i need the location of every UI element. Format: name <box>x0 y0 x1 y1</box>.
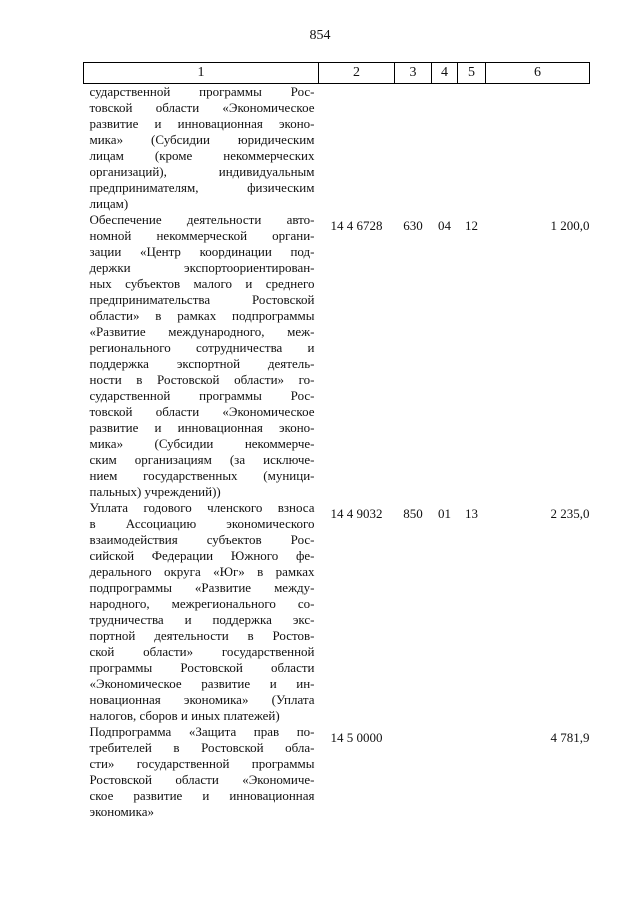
description-line: Обеспечение деятельности авто- <box>89 212 315 227</box>
description-line: держки экспортоориентирован- <box>89 260 315 275</box>
row-description <box>84 724 319 820</box>
row-description <box>84 212 319 500</box>
description-line: Ростовской области «Экономиче- <box>89 772 315 787</box>
row-expense-type: 630 <box>403 218 423 233</box>
description-line: программы Ростовской области <box>89 660 315 675</box>
description-line: народного, межрегионального со- <box>89 596 315 611</box>
description-line: нием государственных (муници- <box>89 468 315 483</box>
description-line: развитие и инновационная эконо- <box>89 420 315 435</box>
description-line: Уплата годового членского взноса <box>89 500 315 515</box>
description-line: развитие и инновационная эконо- <box>89 116 315 131</box>
description-line: ское развитие и инновационная <box>89 788 315 803</box>
description-line: предпринимательства Ростовской <box>89 292 315 307</box>
description-line: экономика» <box>89 804 155 819</box>
row-amount: 4 781,9 <box>550 730 590 745</box>
row-subsection <box>458 84 486 213</box>
description-line: сийской Федерации Южного фе- <box>89 548 315 563</box>
description-line: портной деятельности в Ростов- <box>89 628 315 643</box>
row-subsection: 13 <box>465 506 478 521</box>
description-line: организаций), индивидуальным <box>89 164 315 179</box>
description-line: лицам (кроме некоммерческих <box>89 148 315 163</box>
description-line: взаимодействия субъектов Рос- <box>89 532 315 547</box>
row-subsection: 12 <box>465 218 478 233</box>
row-amount: 1 200,0 <box>550 218 590 233</box>
row-expense-type <box>395 84 432 213</box>
description-line: лицам) <box>89 196 129 211</box>
row-description <box>84 84 319 213</box>
description-line: сударственной программы Рос- <box>89 84 315 99</box>
description-line: требителей в Ростовской обла- <box>89 740 315 755</box>
description-line: предпринимателям, физическим <box>89 180 315 195</box>
row-section <box>432 84 458 213</box>
description-line: области» в рамках подпрограммы <box>89 308 315 323</box>
table-row <box>84 212 590 500</box>
row-section: 01 <box>438 506 451 521</box>
table-row <box>84 724 590 820</box>
description-line: мика» (Субсидии некоммерче- <box>89 436 315 451</box>
description-line: мика» (Субсидии юридическим <box>89 132 315 147</box>
row-code <box>319 84 395 213</box>
row-section <box>432 724 458 820</box>
row-code: 14 4 6728 <box>330 218 383 233</box>
description-line: «Развитие международного, меж- <box>89 324 315 339</box>
row-amount: 2 235,0 <box>550 506 590 521</box>
header-cell: 1 <box>84 63 319 84</box>
row-description <box>84 500 319 724</box>
description-line: в Ассоциацию экономического <box>89 516 315 531</box>
row-amount <box>486 84 590 213</box>
description-line: регионального сотрудничества и <box>89 340 315 355</box>
header-cell: 3 <box>395 63 432 84</box>
table-header-row <box>84 63 590 84</box>
description-line: новационная экономика» (Уплата <box>89 692 315 707</box>
description-line: номной некоммерческой органи- <box>89 228 315 243</box>
description-line: подпрограммы «Развитие между- <box>89 580 315 595</box>
description-line: дерального округа «Юг» в рамках <box>89 564 315 579</box>
table-row <box>84 500 590 724</box>
header-cell: 4 <box>432 63 458 84</box>
description-line: поддержка экспортной деятель- <box>89 356 315 371</box>
description-line: Подпрограмма «Защита прав по- <box>89 724 315 739</box>
description-line: пальных) учреждений)) <box>89 484 221 499</box>
table-row <box>84 84 590 213</box>
row-expense-type <box>395 724 432 820</box>
row-section: 04 <box>438 218 451 233</box>
row-subsection <box>458 724 486 820</box>
row-expense-type: 850 <box>403 506 423 521</box>
header-cell: 2 <box>319 63 395 84</box>
description-line: трудничества и поддержка экс- <box>89 612 315 627</box>
description-line: ных субъектов малого и среднего <box>89 276 315 291</box>
description-line: зации «Центр координации под- <box>89 244 315 259</box>
header-cell: 6 <box>486 63 590 84</box>
description-line: товской области «Экономическое <box>89 100 315 115</box>
description-line: ности в Ростовской области» го- <box>89 372 315 387</box>
description-line: «Экономическое развитие и ин- <box>89 676 315 691</box>
page-number: 854 <box>309 28 331 43</box>
description-line: сти» государственной программы <box>89 756 315 771</box>
row-code: 14 5 0000 <box>330 730 383 745</box>
description-line: налогов, сборов и иных платежей) <box>89 708 280 723</box>
row-code: 14 4 9032 <box>330 506 383 521</box>
description-line: товской области «Экономическое <box>89 404 315 419</box>
description-line: ским организациям (за исключе- <box>89 452 315 467</box>
budget-table <box>83 62 590 820</box>
header-cell: 5 <box>458 63 486 84</box>
description-line: ской области» государственной <box>89 644 315 659</box>
description-line: сударственной программы Рос- <box>89 388 315 403</box>
